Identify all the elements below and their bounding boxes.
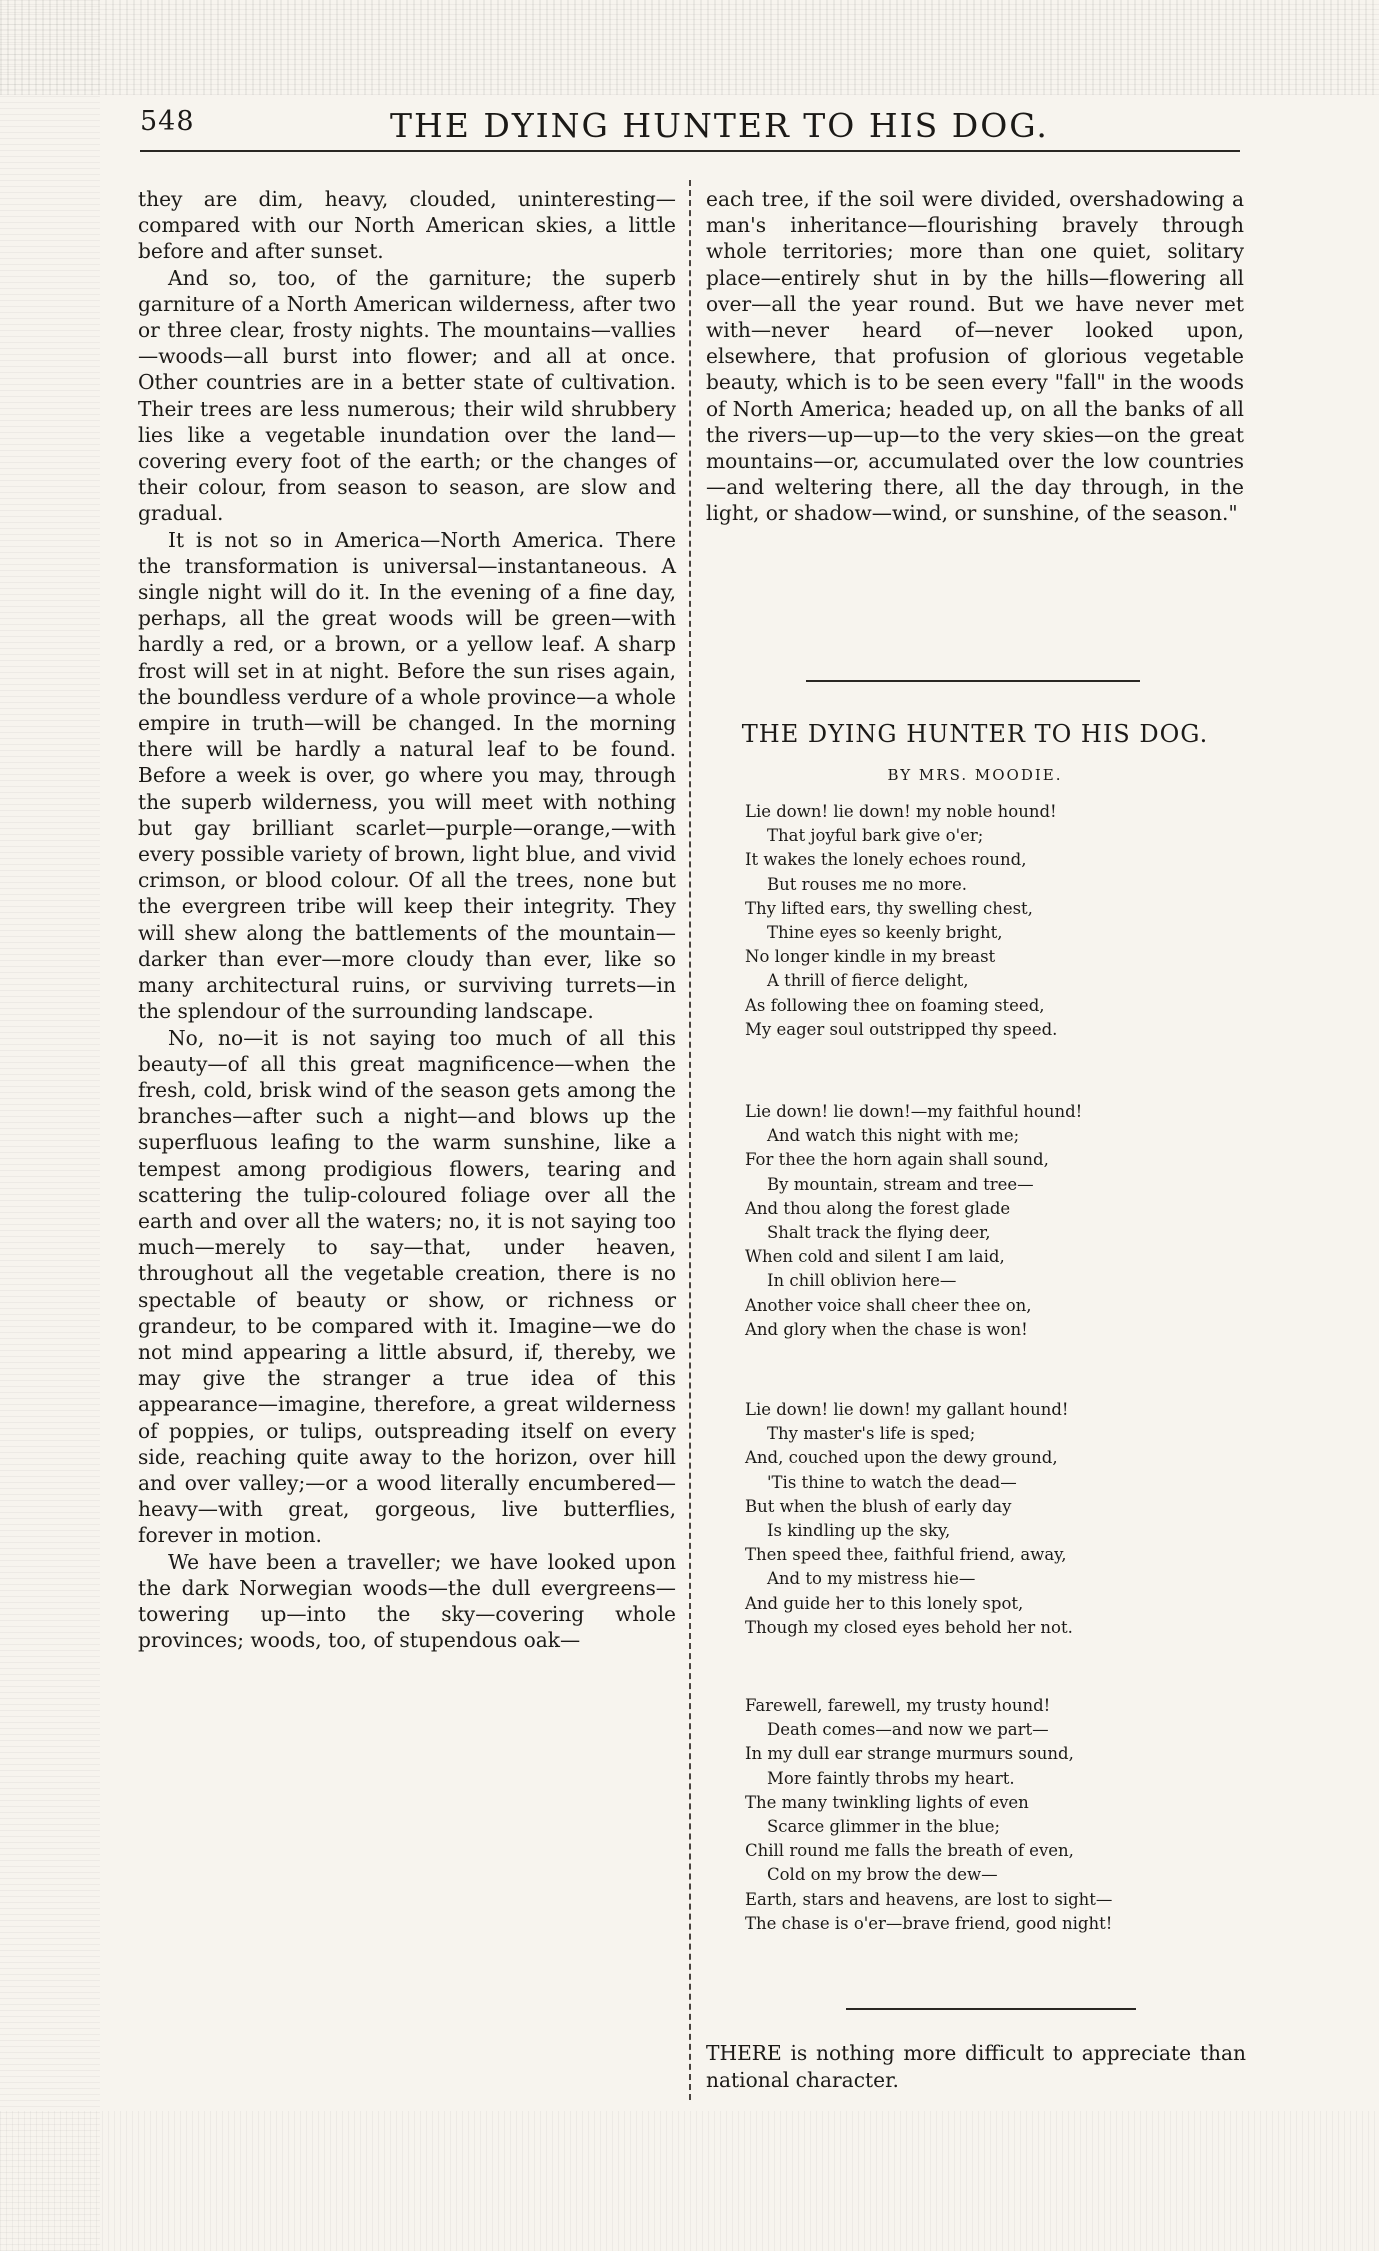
poem-line: It wakes the lonely echoes round,: [745, 850, 1027, 870]
scan-noise-left: [0, 0, 100, 2251]
paragraph: We have been a traveller; we have looked upon the dark Norwegian woods—the dull evergreens—towering up—into the sky—covering whole provinces; woods, too, of stupendous oak—: [138, 1549, 676, 1653]
paragraph: they are dim, heavy, clouded, uninteresting—compared with our North American skies, a little before and after sunset.: [138, 187, 676, 264]
poem-line: By mountain, stream and tree—: [767, 1174, 1034, 1194]
page-header: [140, 106, 1240, 152]
poem-line: And to my mistress hie—: [767, 1569, 976, 1589]
poem-line: More faintly throbs my heart.: [767, 1768, 1015, 1788]
poem-stanza-3: [745, 1398, 1225, 1640]
poem-line: Scarce glimmer in the blue;: [767, 1817, 1001, 1837]
poem-line: In chill oblivion here—: [767, 1271, 957, 1291]
poem-line: The chase is o'er—brave friend, good night!: [745, 1913, 1113, 1933]
poem-line: Thy master's life is sped;: [767, 1424, 976, 1444]
poem-stanza-4: [745, 1694, 1225, 1936]
poem-line: Lie down! lie down! my gallant hound!: [745, 1400, 1069, 1419]
scan-noise-bottom: [0, 2111, 1379, 2251]
poem-line: Death comes—and now we part—: [767, 1720, 1049, 1740]
poem-line: Lie down! lie down!—my faithful hound!: [745, 1102, 1083, 1121]
poem-line: My eager soul outstripped thy speed.: [745, 1019, 1058, 1039]
poem-title: THE DYING HUNTER TO HIS DOG.: [741, 720, 1209, 748]
poem-line: Lie down! lie down! my noble hound!: [745, 802, 1057, 821]
running-title: THE DYING HUNTER TO HIS DOG.: [390, 106, 1049, 145]
poem-line: Earth, stars and heavens, are lost to sight—: [745, 1889, 1113, 1909]
poem-line: Shalt track the flying deer,: [767, 1223, 991, 1243]
poem-line: No longer kindle in my breast: [745, 947, 996, 967]
poem-line: Though my closed eyes behold her not.: [745, 1617, 1073, 1637]
poem-line: Another voice shall cheer thee on,: [745, 1295, 1032, 1315]
poem-line: Cold on my brow the dew—: [767, 1865, 998, 1885]
poem-line: And guide her to this lonely spot,: [745, 1593, 1024, 1613]
poem-stanza-2: [745, 1100, 1225, 1342]
poem-line: 'Tis thine to watch the dead—: [767, 1472, 1017, 1492]
poem-line: Thine eyes so keenly bright,: [767, 923, 1003, 943]
poem-line: The many twinkling lights of even: [745, 1792, 1029, 1812]
closing-paragraph: THERE is nothing more difficult to appreciate than national character.: [706, 2041, 1246, 2092]
poem-line: Is kindling up the sky,: [767, 1521, 951, 1541]
paragraph: No, no—it is not saying too much of all this beauty—of all this great magnificence—when the fresh, cold, brisk wind of the season gets among the branches—after such a night—and blows up the superfluous leafing to the warm sunshine, like a tempest among prodigious flowers, tearing and scattering the tulip-coloured foliage over all the earth and over all the waters; no, it is not saying too much—merely to say—that, under heaven, throughout all the vegetable creation, there is no spectable of beauty or show, or richness or grandeur, to be compared with it. Imagine—we do not mind appearing a little absurd, if, thereby, we may give the stranger a true idea of this appearance—imagine, therefore, a great wilderness of poppies, or tulips, outspreading itself on every side, reaching quite away to the horizon, over hill and over valley;—or a wood literally encumbered—heavy—with great, gorgeous, live butterflies, forever in motion.: [138, 1025, 676, 1548]
poem-line: And watch this night with me;: [767, 1126, 1020, 1146]
poem-line: Chill round me falls the breath of even,: [745, 1841, 1074, 1861]
poem-stanza-1: [745, 800, 1225, 1042]
poem-line: Farewell, farewell, my trusty hound!: [745, 1696, 1051, 1715]
right-column: [706, 186, 1244, 527]
left-column: [138, 186, 676, 1653]
poem-line: But when the blush of early day: [745, 1496, 1012, 1516]
poem-line: Thy lifted ears, thy swelling chest,: [745, 898, 1033, 918]
poem-line: And thou along the forest glade: [745, 1198, 1011, 1218]
scan-noise-top: [0, 0, 1379, 95]
section-rule-top: [806, 680, 1140, 682]
poem-line: A thrill of fierce delight,: [767, 971, 969, 991]
poem-line: And, couched upon the dewy ground,: [745, 1448, 1058, 1468]
page-number: 548: [140, 106, 195, 137]
poem-author: BY MRS. MOODIE.: [887, 766, 1063, 784]
section-rule-bottom: [846, 2008, 1136, 2010]
poem-line: For thee the horn again shall sound,: [745, 1150, 1049, 1170]
poem-line: As following thee on foaming steed,: [745, 995, 1045, 1015]
paragraph: It is not so in America—North America. There the transformation is universal—instantaneous. A single night will do it. In the evening of a fine day, perhaps, all the great woods will be green—with hardly a red, or a brown, or a yellow leaf. A sharp frost will set in at night. Before the sun rises again, the boundless verdure of a whole province—a whole empire in truth—will be changed. In the morning there will be hardly a natural leaf to be found. Before a week is over, go where you may, through the superb wilderness, you will meet with nothing but gay brilliant scarlet—purple—orange,—with every possible variety of brown, light blue, and vivid crimson, or blood colour. Of all the trees, none but the evergreen tribe will keep their integrity. They will shew along the battlements of the mountain—darker than ever—more cloudy than ever, like so many architectural ruins, or surviving turrets—in the splendour of the surrounding landscape.: [138, 527, 676, 1024]
poem-line: That joyful bark give o'er;: [767, 826, 984, 846]
poem-line: In my dull ear strange murmurs sound,: [745, 1744, 1074, 1764]
poem-line: When cold and silent I am laid,: [745, 1247, 1005, 1267]
column-divider: [689, 180, 691, 2100]
paragraph: And so, too, of the garniture; the superb garniture of a North American wilderness, after two or three clear, frosty nights. The mountains—vallies—woods—all burst into flower; and all at once. Other countries are in a better state of cultivation. Their trees are less numerous; their wild shrubbery lies like a vegetable inundation over the land—covering every foot of the earth; or the changes of their colour, from season to season, are slow and gradual.: [138, 265, 676, 526]
poem-line: But rouses me no more.: [767, 874, 967, 894]
poem-line: And glory when the chase is won!: [745, 1319, 1028, 1339]
paragraph: each tree, if the soil were divided, overshadowing a man's inheritance—flourishing bravely through whole territories; more than one quiet, solitary place—entirely shut in by the hills—flowering all over—all the year round. But we have never met with—never heard of—never looked upon, elsewhere, that profusion of glorious vegetable beauty, which is to be seen every "fall" in the woods of North America; headed up, on all the banks of all the rivers—up—up—to the very skies—on the great mountains—or, accumulated over the low countries—and weltering there, all the day through, in the light, or shadow—wind, or sunshine, of the season.": [706, 187, 1244, 526]
poem-line: Then speed thee, faithful friend, away,: [745, 1545, 1067, 1565]
